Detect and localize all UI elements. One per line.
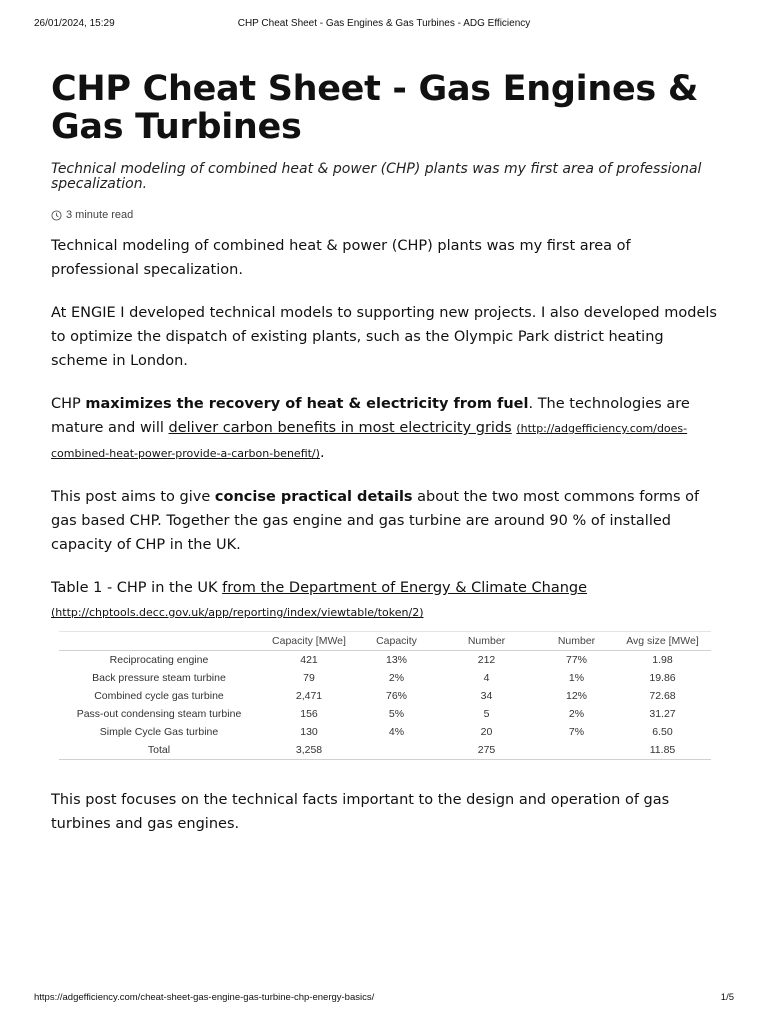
table-cell: 212 xyxy=(477,653,496,666)
table-cell xyxy=(539,741,614,759)
text: . xyxy=(319,445,325,461)
caption-text: Table 1 - CHP in the UK xyxy=(51,580,223,596)
table-cell: 2% xyxy=(388,671,405,684)
decc-url[interactable]: (http://chptools.decc.gov.uk/app/reporting/index/viewtable/token/2) xyxy=(51,606,424,619)
column-header: Number xyxy=(539,632,614,651)
column-header xyxy=(59,632,259,651)
table-cell: 130 xyxy=(300,726,318,739)
table-cell: 5 xyxy=(483,708,490,721)
print-page-title: CHP Cheat Sheet - Gas Engines & Gas Turbines - ADG Efficiency xyxy=(237,18,531,29)
table-row xyxy=(59,669,711,687)
print-footer xyxy=(34,992,734,1006)
chp-table xyxy=(59,631,711,760)
table-cell: 19.86 xyxy=(649,671,676,684)
table-cell: Back pressure steam turbine xyxy=(92,671,226,684)
article-title: CHP Cheat Sheet - Gas Engines & Gas Turbines xyxy=(51,69,699,147)
table-cell: 421 xyxy=(300,653,318,666)
table-cell: 13% xyxy=(385,653,407,666)
table-row xyxy=(59,705,711,723)
article-subtitle: Technical modeling of combined heat & power (CHP) plants was my first area of professional specalization. xyxy=(51,161,702,192)
table-cell: Pass-out condensing steam turbine xyxy=(76,708,242,721)
print-date: 26/01/2024, 15:29 xyxy=(34,18,115,29)
table-header-row xyxy=(59,632,711,651)
print-url: https://adgefficiency.com/cheat-sheet-gas-engine-gas-turbine-chp-energy-basics/ xyxy=(34,992,375,1003)
paragraph-intro: Technical modeling of combined heat & power (CHP) plants was my first area of professional specalization. xyxy=(51,238,631,278)
table-row xyxy=(59,723,711,741)
carbon-benefits-link[interactable]: deliver carbon benefits in most electricity grids xyxy=(168,420,512,436)
column-header: Capacity xyxy=(359,632,434,651)
table-cell: 1.98 xyxy=(652,653,673,666)
table-cell xyxy=(359,741,434,759)
read-time-label: 3 minute read xyxy=(66,209,134,221)
paragraph-chp-benefits xyxy=(51,392,719,466)
table-cell: 20 xyxy=(480,726,493,739)
table-cell: 2,471 xyxy=(295,689,323,702)
table-cell: 156 xyxy=(300,708,318,721)
table-cell: 3,258 xyxy=(259,741,359,759)
bold-text: concise practical details xyxy=(214,489,413,505)
table-row xyxy=(59,651,711,669)
clock-icon xyxy=(51,210,62,221)
table-cell: 76% xyxy=(385,689,407,702)
text: This post aims to give xyxy=(51,489,215,505)
table-cell: 77% xyxy=(565,653,587,666)
table-cell: 7% xyxy=(568,726,585,739)
table-cell: 72.68 xyxy=(649,689,676,702)
table-cell: Reciprocating engine xyxy=(109,653,209,666)
table-cell: 275 xyxy=(434,741,539,759)
table-cell: 6.50 xyxy=(652,726,673,739)
bold-text: maximizes the recovery of heat & electricity from fuel xyxy=(85,396,529,412)
paragraph-engie: At ENGIE I developed technical models to supporting new projects. I also developed models to optimize the dispatch of existing plants, such as the Olympic Park district heating scheme in London. xyxy=(51,305,717,369)
table-cell: 4 xyxy=(483,671,490,684)
table-cell: 79 xyxy=(303,671,315,684)
text: about the two most commons forms of gas based CHP. Together the gas engine and gas turbine are around 90 % of installed capacity of CHP in the UK. xyxy=(51,489,700,553)
table-cell: 12% xyxy=(565,689,587,702)
table-cell: Combined cycle gas turbine xyxy=(94,689,224,702)
text: . The technologies are mature and will xyxy=(51,396,690,436)
table-total-row xyxy=(59,741,711,759)
table-cell: Total xyxy=(59,741,259,759)
table-cell: 4% xyxy=(388,726,405,739)
paragraph-post-focus: This post focuses on the technical facts important to the design and operation of gas turbines and gas engines. xyxy=(51,792,670,833)
paragraph-post-aims xyxy=(51,485,719,557)
table-cell: 1% xyxy=(568,671,585,684)
page-number: 1/5 xyxy=(720,992,734,1003)
decc-link[interactable]: from the Department of Energy & Climate Change xyxy=(222,580,588,596)
print-header xyxy=(34,18,734,32)
column-header: Capacity [MWe] xyxy=(259,632,359,651)
table-row xyxy=(59,687,711,705)
table-cell: 34 xyxy=(480,689,493,702)
table-cell: 2% xyxy=(568,708,585,721)
read-time xyxy=(51,209,719,221)
table-cell: 31.27 xyxy=(649,708,676,721)
table-cell: Simple Cycle Gas turbine xyxy=(99,726,219,739)
text: CHP xyxy=(51,396,86,412)
carbon-benefits-url[interactable]: (http://adgefficiency.com/does-combined-heat-power-provide-a-carbon-benefit/) xyxy=(51,422,688,460)
table-caption xyxy=(51,576,719,625)
column-header: Avg size [MWe] xyxy=(614,632,711,651)
table-cell: 11.85 xyxy=(614,741,711,759)
column-header: Number xyxy=(434,632,539,651)
table-cell: 5% xyxy=(388,708,405,721)
article xyxy=(51,70,719,836)
